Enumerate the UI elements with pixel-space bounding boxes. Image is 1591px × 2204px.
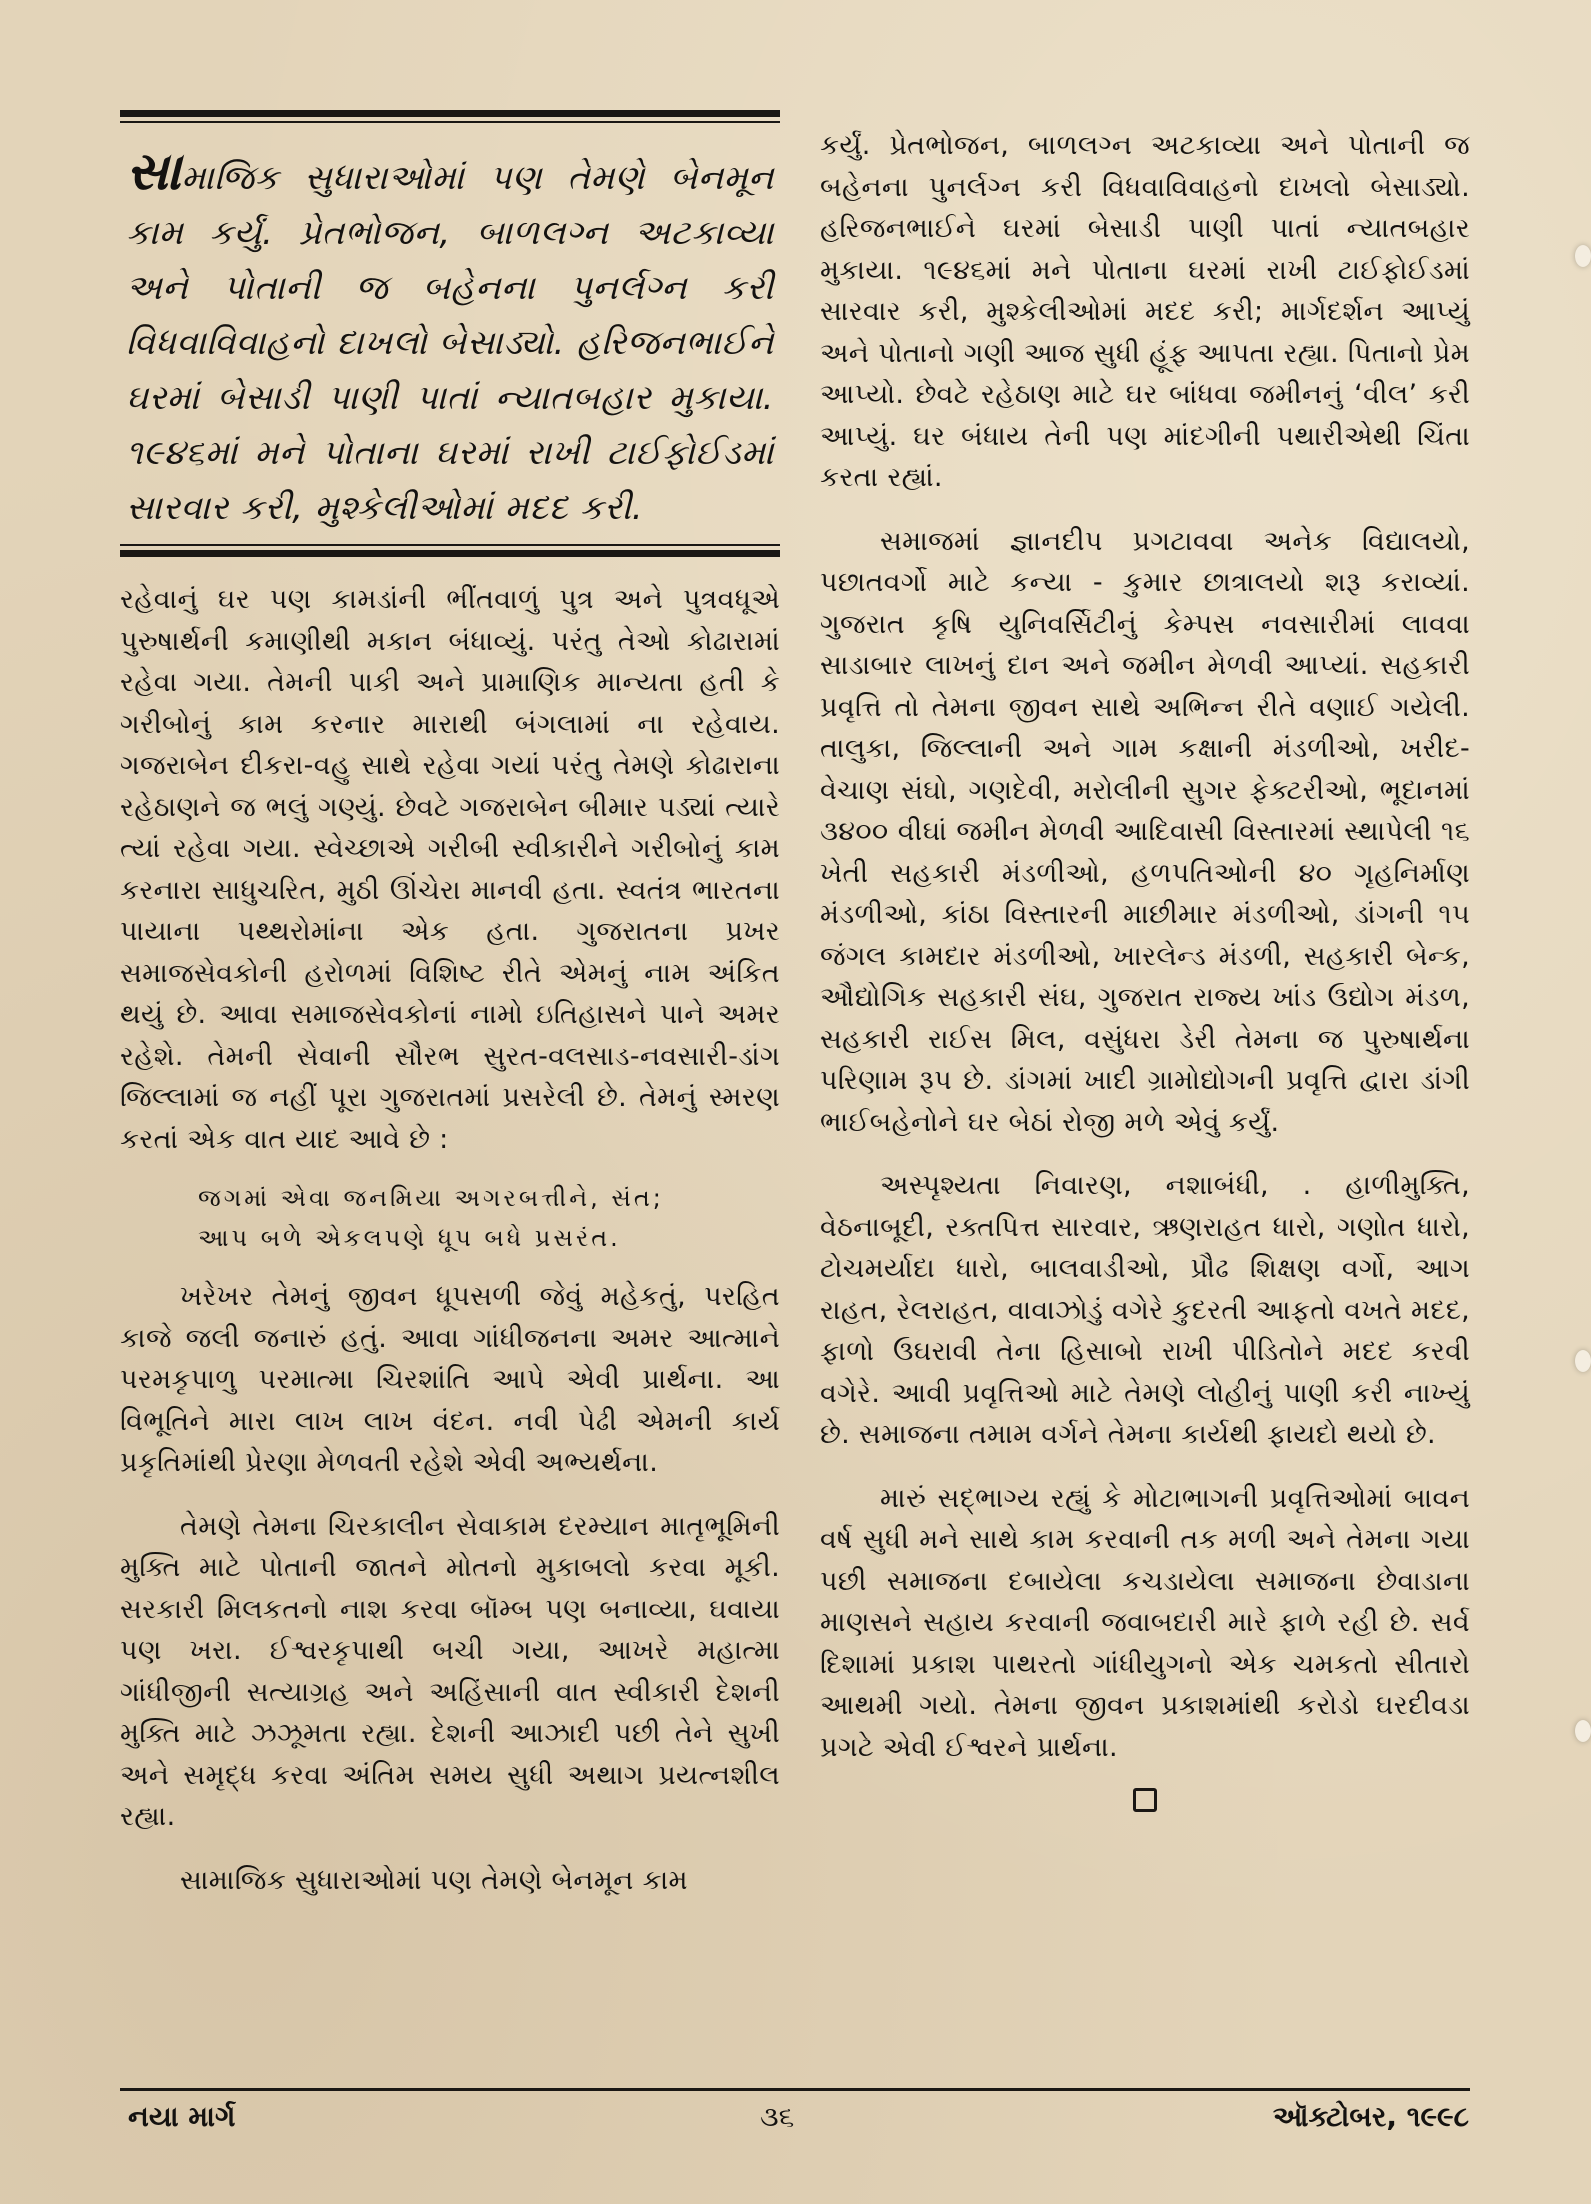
footer-magazine-name: નયા માર્ગ	[128, 2100, 236, 2133]
right-column	[820, 125, 1470, 1819]
verse-line-2: આપ બળે એકલપણે ધૂપ બધે પ્રસરંત.	[198, 1224, 621, 1252]
left-paragraph-4: સામાજિક સુધારાઓમાં પણ તેમણે બેનમૂન કામ	[180, 1864, 688, 1896]
verse-line-1: જગમાં એવા જનમિયા અગરબત્તીને, સંત;	[198, 1184, 664, 1212]
left-paragraph-1: રહેવાનું ઘર પણ કામડાંની ભીંતવાળું પુત્ર અને પુત્રવધૂએ પુરુષાર્થની કમાણીથી મકાન બંધાવ્યું. પરંતુ તેઓ કોઢારામાં રહેવા ગયા. તેમની પાકી અને પ્રામાણિક માન્યતા હતી કે ગરીબોનું કામ કરનાર મારાથી બંગલામાં ના રહેવાય. ગજરાબેન દીકરા-વહુ સાથે રહેવા ગયાં પરંતુ તેમણે કોઢારાના રહેઠાણને જ ભલું ગણ્યું. છેવટે ગજરાબેન બીમાર પડ્યાં ત્યારે ત્યાં રહેવા ગયા. સ્વેચ્છાએ ગરીબી સ્વીકારીને ગરીબોનું કામ કરનારા સાધુચરિત, મુઠી ઊંચેરા માનવી હતા. સ્વતંત્ર ભારતના પાયાના પથ્થરોમાંના એક હતા. ગુજરાતના પ્રખર સમાજસેવકોની હરોળમાં વિશિષ્ટ રીતે એમનું નામ અંકિત થયું છે. આવા સમાજસેવકોનાં નામો ઇતિહાસને પાને અમર રહેશે. તેમની સેવાની સૌરભ સુરત-વલસાડ-નવસારી-ડાંગ જિલ્લામાં જ નહીં પૂરા ગુજરાતમાં પ્રસરેલી છે. તેમનું સ્મરણ કરતાં એક વાત યાદ આવે છે :	[120, 584, 780, 1155]
right-paragraph-4: મારું સદ્‌ભાગ્ય રહ્યું કે મોટાભાગની પ્રવૃત્તિઓમાં બાવન વર્ષ સુધી મને સાથે કામ કરવાની તક મળી અને તેમના ગયા પછી સમાજના દબાયેલા કચડાયેલા સમાજના છેવાડાના માણસને સહાય કરવાની જવાબદારી મારે ફાળે રહી છે. સર્વ દિશામાં પ્રકાશ પાથરતો ગાંધીયુગનો એક ચમકતો સીતારો આથમી ગયો. તેમના જીવન પ્રકાશમાંથી કરોડો ઘરદીવડા પ્રગટે એવી ઈશ્વરને પ્રાર્થના.	[820, 1482, 1470, 1763]
footer-page-number: ૩૬	[760, 2100, 795, 2133]
pull-quote-text: માજિક સુધારાઓમાં પણ તેમણે બેનમૂન કામ કર્યું. પ્રેતભોજન, બાળલગ્ન અટકાવ્યા અને પોતાની જ બહેનના પુનર્લગ્ન કરી વિધવાવિવાહનો દાખલો બેસાડ્યો. હરિજનભાઈને ઘરમાં બેસાડી પાણી પાતાં ન્યાતબહાર મુકાયા. ૧૯૪૬માં મને પોતાના ઘરમાં રાખી ટાઈફોઈડમાં સારવાર કરી, મુશ્કેલીઓમાં મદદ કરી.	[126, 158, 774, 528]
left-paragraph-2: ખરેખર તેમનું જીવન ધૂપસળી જેવું મહેકતું, પરહિત કાજે જલી જનારું હતું. આવા ગાંધીજનના અમર આત્માને પરમકૃપાળુ પરમાત્મા ચિરશાંતિ આપે એવી પ્રાર્થના. આ વિભૂતિને મારા લાખ લાખ વંદન. નવી પેઢી એમની કાર્ય પ્રકૃતિમાંથી પ્રેરણા મેળવતી રહેશે એવી અભ્યર્થના.	[120, 1281, 780, 1478]
left-column	[120, 110, 780, 1901]
pull-quote-drop-cap: સા	[126, 142, 182, 202]
footer-date: ઑક્ટોબર, ૧૯૯૮	[1272, 2100, 1469, 2133]
pull-quote-top-rule	[120, 110, 780, 117]
end-mark	[820, 1786, 1470, 1819]
pull-quote-bottom-rule-thin	[120, 544, 780, 546]
right-paragraph-2: સમાજમાં જ્ઞાનદીપ પ્રગટાવવા અનેક વિદ્યાલયો, પછાતવર્ગો માટે કન્યા - કુમાર છાત્રાલયો શરૂ કરાવ્યાં. ગુજરાત કૃષિ યુનિવર્સિટીનું કેમ્પસ નવસારીમાં લાવવા સાડાબાર લાખનું દાન અને જમીન મેળવી આપ્યાં. સહકારી પ્રવૃત્તિ તો તેમના જીવન સાથે અભિન્ન રીતે વણાઈ ગયેલી. તાલુકા, જિલ્લાની અને ગામ કક્ષાની મંડળીઓ, ખરીદ-વેચાણ સંઘો, ગણદેવી, મરોલીની સુગર ફેક્ટરીઓ, ભૂદાનમાં ૩૪૦૦ વીઘાં જમીન મેળવી આદિવાસી વિસ્તારમાં સ્થાપેલી ૧૬ ખેતી સહકારી મંડળીઓ, હળપતિઓની ૪૦ ગૃહનિર્માણ મંડળીઓ, કાંઠા વિસ્તારની માછીમાર મંડળીઓ, ડાંગની ૧૫ જંગલ કામદાર મંડળીઓ, ખારલેન્ડ મંડળી, સહકારી બેન્ક, ઔદ્યોગિક સહકારી સંઘ, ગુજરાત રાજ્ય ખાંડ ઉદ્યોગ મંડળ, સહકારી રાઈસ મિલ, વસુંધરા ડેરી તેમના જ પુરુષાર્થના પરિણામ રૂપ છે. ડાંગમાં ખાદી ગ્રામોદ્યોગની પ્રવૃત્તિ દ્વારા ડાંગી ભાઈબહેનોને ઘર બેઠાં રોજી મળે એવું કર્યું.	[820, 525, 1470, 1138]
left-paragraph-3: તેમણે તેમના ચિરકાલીન સેવાકામ દરમ્યાન માતૃભૂમિની મુક્તિ માટે પોતાની જાતને મોતનો મુકાબલો કરવા મૂકી. સરકારી મિલકતનો નાશ કરવા બૉમ્બ પણ બનાવ્યા, ઘવાયા પણ ખરા. ઈશ્વરકૃપાથી બચી ગયા, આખરે મહાત્મા ગાંધીજીની સત્યાગ્રહ અને અહિંસાની વાત સ્વીકારી દેશની મુક્તિ માટે ઝઝૂમતા રહ્યા. દેશની આઝાદી પછી તેને સુખી અને સમૃદ્ધ કરવા અંતિમ સમય સુધી અથાગ પ્રયત્નશીલ રહ્યા.	[120, 1510, 780, 1832]
paper-hole-icon	[1575, 245, 1591, 267]
pull-quote-bottom-rule	[120, 550, 780, 557]
footer-rule	[120, 2088, 1470, 2091]
paper-hole-icon	[1575, 1350, 1591, 1372]
right-paragraph-1: કર્યું. પ્રેતભોજન, બાળલગ્ન અટકાવ્યા અને પોતાની જ બહેનના પુનર્લગ્ન કરી વિધવાવિવાહનો દાખલો બેસાડ્યો. હરિજનભાઈને ઘરમાં બેસાડી પાણી પાતાં ન્યાતબહાર મુકાયા. ૧૯૪૬માં મને પોતાના ઘરમાં રાખી ટાઈફોઈડમાં સારવાર કરી, મુશ્કેલીઓમાં મદદ કરી; માર્ગદર્શન આપ્યું અને પોતાનો ગણી આજ સુધી હૂંફ આપતા રહ્યા. પિતાનો પ્રેમ આપ્યો. છેવટે રહેઠાણ માટે ઘર બાંધવા જમીનનું ‘વીલ’ કરી આપ્યું. ઘર બંધાય તેની પણ માંદગીની પથારીએથી ચિંતા કરતા રહ્યાં.	[820, 130, 1470, 493]
paper-hole-icon	[1575, 1720, 1591, 1742]
pull-quote	[120, 123, 780, 544]
verse	[198, 1178, 780, 1258]
right-paragraph-3: અસ્પૃશ્યતા નિવારણ, નશાબંધી, . હાળીમુક્તિ, વેઠનાબૂદી, રક્તપિત્ત સારવાર, ઋણરાહત ધારો, ગણોત ધારો, ટોચમર્યાદા ધારો, બાલવાડીઓ, પ્રૌઢ શિક્ષણ વર્ગો, આગ રાહત, રેલરાહત, વાવાઝોડું વગેરે કુદરતી આફતો વખતે મદદ, ફાળો ઉઘરાવી તેના હિસાબો રાખી પીડિતોને મદદ કરવી વગેરે. આવી પ્રવૃત્તિઓ માટે તેમણે લોહીનું પાણી કરી નાખ્યું છે. સમાજના તમામ વર્ગને તેમના કાર્યથી ફાયદો થયો છે.	[820, 1170, 1470, 1450]
end-square-icon	[1133, 1788, 1157, 1812]
